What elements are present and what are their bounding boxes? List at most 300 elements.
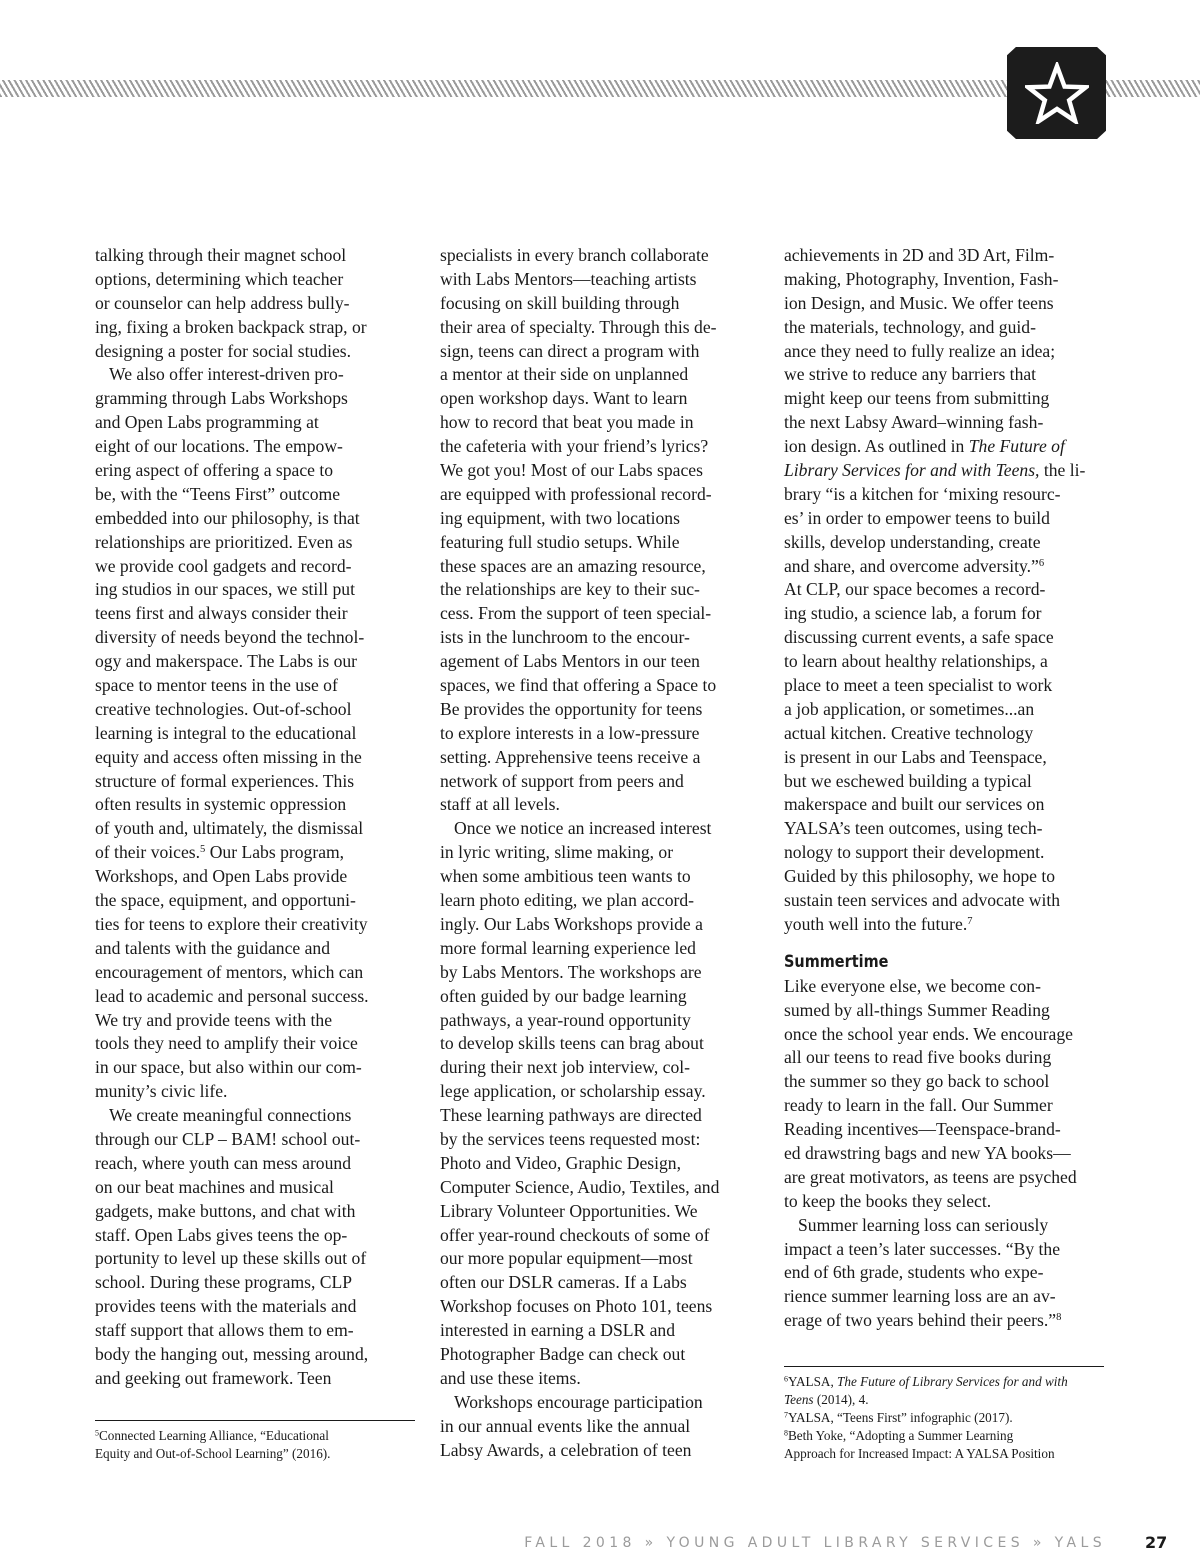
text-line — [784, 316, 1108, 340]
text-line — [784, 411, 1108, 435]
text-run: offer year-round checkouts of some of — [440, 1224, 710, 1245]
text-line — [784, 1118, 1108, 1142]
text-run: At CLP, our space becomes a record- — [784, 579, 1046, 600]
text-line — [95, 626, 419, 650]
text-run: discussing current events, a safe space — [784, 627, 1054, 648]
text-line — [440, 1439, 764, 1463]
text-line — [440, 578, 764, 602]
text-run: once the school year ends. We encourage — [784, 1023, 1073, 1044]
text-line — [95, 841, 419, 865]
text-run: the cafeteria with your friend’s lyrics? — [440, 436, 709, 457]
section-heading-summertime: Summertime — [784, 951, 889, 972]
text-line — [440, 1128, 764, 1152]
text-line — [784, 1261, 1108, 1285]
text-run: Summer learning loss can seriously — [798, 1214, 1049, 1235]
text-line — [440, 411, 764, 435]
column-right-body — [784, 244, 1108, 937]
text-line — [784, 244, 1108, 268]
text-run: a mentor at their side on unplanned — [440, 364, 689, 385]
text-line — [95, 746, 419, 770]
text-line — [784, 531, 1108, 555]
text-run: through our CLP – BAM! school out- — [95, 1128, 361, 1149]
text-line — [440, 1152, 764, 1176]
text-line — [440, 626, 764, 650]
text-line — [784, 483, 1108, 507]
text-line — [440, 1176, 764, 1200]
text-run: portunity to level up these skills out of — [95, 1248, 367, 1269]
text-line — [95, 1009, 419, 1033]
text-run: Photo and Video, Graphic Design, — [440, 1152, 681, 1173]
column-right — [784, 244, 1108, 1333]
text-run: ingly. Our Labs Workshops provide a — [440, 913, 703, 934]
text-run: are equipped with professional record- — [440, 483, 712, 504]
text-run: staff. Open Labs gives teens the op- — [95, 1224, 348, 1245]
text-line — [95, 435, 419, 459]
text-line — [440, 722, 764, 746]
text-run: is present in our Labs and Teenspace, — [784, 746, 1047, 767]
text-run: We create meaningful connections — [109, 1105, 352, 1126]
text-run: school. During these programs, CLP — [95, 1272, 353, 1293]
text-run: structure of formal experiences. This — [95, 770, 355, 791]
footnote-text: (2014), 4. — [813, 1392, 869, 1407]
text-line — [95, 817, 419, 841]
text-run: Workshops encourage participation — [454, 1391, 703, 1412]
text-line — [95, 650, 419, 674]
footnote-italic: Teens — [784, 1392, 814, 1407]
text-line — [95, 578, 419, 602]
text-line — [784, 1094, 1108, 1118]
text-run: ties for teens to explore their creativity — [95, 913, 368, 934]
text-line — [440, 340, 764, 364]
text-line — [784, 507, 1108, 531]
text-line — [440, 1391, 764, 1415]
text-run: open workshop days. Want to learn — [440, 388, 688, 409]
text-line — [784, 602, 1108, 626]
text-run: by the services teens requested most: — [440, 1128, 701, 1149]
text-line — [784, 387, 1108, 411]
text-run: ing studio, a science lab, a forum for — [784, 603, 1042, 624]
text-line — [784, 1142, 1108, 1166]
text-line — [784, 975, 1108, 999]
text-run: and share, and overcome adversity.” — [784, 555, 1039, 576]
footnote-line — [784, 1427, 1104, 1445]
text-run: We also offer interest-driven pro- — [109, 364, 344, 385]
star-icon — [1025, 62, 1089, 124]
text-line — [440, 1367, 764, 1391]
text-line — [440, 913, 764, 937]
footnote-text: Equity and Out-of-School Learning” (2016). — [95, 1446, 331, 1461]
text-line — [784, 1214, 1108, 1238]
text-run: These learning pathways are directed — [440, 1105, 702, 1126]
text-run: and talents with the guidance and — [95, 937, 330, 958]
text-line — [440, 244, 764, 268]
text-run: body the hanging out, messing around, — [95, 1343, 369, 1364]
text-line — [440, 793, 764, 817]
text-run: We try and provide teens with the — [95, 1009, 333, 1030]
text-run: focusing on skill building through — [440, 292, 680, 313]
text-line — [95, 985, 419, 1009]
text-run: to develop skills teens can brag about — [440, 1033, 704, 1054]
text-run: with Labs Mentors—teaching artists — [440, 268, 697, 289]
text-run: gadgets, make buttons, and chat with — [95, 1200, 356, 1221]
text-line — [784, 889, 1108, 913]
text-run: to explore interests in a low-pressure — [440, 722, 700, 743]
text-line — [440, 698, 764, 722]
footnote-ref: 7 — [967, 916, 973, 928]
text-line — [95, 1224, 419, 1248]
text-line — [784, 1309, 1108, 1333]
text-run: are great motivators, as teens are psyched — [784, 1166, 1077, 1187]
text-run: of youth and, ultimately, the dismissal — [95, 818, 364, 839]
text-line — [95, 770, 419, 794]
text-line — [440, 483, 764, 507]
text-run: the relationships are key to their suc- — [440, 579, 700, 600]
text-line — [95, 340, 419, 364]
text-line — [784, 722, 1108, 746]
text-run: of their voices. — [95, 842, 201, 863]
text-run: ists in the lunchroom to the encour- — [440, 627, 690, 648]
text-line — [784, 913, 1108, 937]
text-run: erage of two years behind their peers.” — [784, 1310, 1057, 1331]
text-run: sign, teens can direct a program with — [440, 340, 700, 361]
footnote-text: Connected Learning Alliance, “Educational — [98, 1428, 329, 1443]
text-run: ering aspect of offering a space to — [95, 460, 334, 481]
column-left — [95, 244, 419, 1391]
text-line — [95, 268, 419, 292]
text-run: the summer so they go back to school — [784, 1071, 1050, 1092]
text-run: place to meet a teen specialist to work — [784, 675, 1053, 696]
text-run: ed drawstring bags and new YA books— — [784, 1142, 1071, 1163]
text-run: on our beat machines and musical — [95, 1176, 334, 1197]
text-line — [440, 316, 764, 340]
text-line — [95, 674, 419, 698]
footnote-number: 7 — [784, 1410, 788, 1420]
text-line — [784, 292, 1108, 316]
text-run: Our Labs program, — [205, 842, 345, 863]
text-run: ready to learn in the fall. Our Summer — [784, 1095, 1053, 1116]
text-line — [784, 999, 1108, 1023]
text-run: the space, equipment, and opportuni- — [95, 890, 356, 911]
text-run: often our DSLR cameras. If a Labs — [440, 1272, 687, 1293]
text-run: end of 6th grade, students who expe- — [784, 1262, 1044, 1283]
text-run: or counselor can help address bully- — [95, 292, 350, 313]
text-line — [440, 268, 764, 292]
text-run: all our teens to read five books during — [784, 1047, 1052, 1068]
text-run: ance they need to fully realize an idea; — [784, 340, 1056, 361]
text-line — [440, 292, 764, 316]
text-line — [440, 770, 764, 794]
text-run: reach, where youth can mess around — [95, 1152, 351, 1173]
text-line — [440, 1200, 764, 1224]
text-run: the next Labsy Award–winning fash- — [784, 412, 1044, 433]
text-run: gramming through Labs Workshops — [95, 388, 348, 409]
column-middle — [440, 244, 764, 1462]
text-run: options, determining which teacher — [95, 268, 344, 289]
text-run: encouragement of mentors, which can — [95, 961, 364, 982]
text-run: impact a teen’s later successes. “By the — [784, 1238, 1061, 1259]
text-run: talking through their magnet school — [95, 245, 347, 265]
text-line — [95, 1032, 419, 1056]
text-line — [784, 459, 1108, 483]
text-run: creative technologies. Out-of-school — [95, 698, 352, 719]
footnote-ref: 5 — [200, 844, 206, 856]
text-line — [784, 841, 1108, 865]
text-run: tools they need to amplify their voice — [95, 1033, 358, 1054]
footnote-line — [784, 1409, 1104, 1427]
text-run: interested in earning a DSLR and — [440, 1320, 676, 1341]
text-line — [95, 1247, 419, 1271]
text-run: ing, fixing a broken backpack strap, or — [95, 316, 367, 337]
text-run: and Open Labs programming at — [95, 412, 319, 433]
text-line — [784, 1166, 1108, 1190]
text-run: sumed by all-things Summer Reading — [784, 999, 1050, 1020]
text-run: equity and access often missing in the — [95, 746, 362, 767]
text-run: to learn about healthy relationships, a — [784, 651, 1048, 672]
text-line — [440, 985, 764, 1009]
text-run: munity’s civic life. — [95, 1081, 228, 1102]
text-line — [440, 1271, 764, 1295]
text-line — [95, 387, 419, 411]
text-run: youth well into the future. — [784, 913, 968, 934]
text-line — [95, 555, 419, 579]
text-run: We got you! Most of our Labs spaces — [440, 460, 703, 481]
text-line — [784, 817, 1108, 841]
text-line — [440, 674, 764, 698]
text-run: achievements in 2D and 3D Art, Film- — [784, 245, 1055, 265]
text-line — [440, 363, 764, 387]
text-line — [440, 507, 764, 531]
text-line — [95, 1367, 419, 1391]
text-run: setting. Apprehensive teens receive a — [440, 746, 701, 767]
footnote-line — [95, 1445, 415, 1463]
text-line — [440, 817, 764, 841]
text-line — [95, 1343, 419, 1367]
text-line — [95, 531, 419, 555]
footnote-text: YALSA, — [787, 1374, 838, 1389]
text-line — [95, 411, 419, 435]
text-run: the li- — [1039, 460, 1086, 481]
text-run: featuring full studio setups. While — [440, 531, 680, 552]
text-run: how to record that beat you made in — [440, 412, 694, 433]
text-line — [784, 698, 1108, 722]
text-run: to keep the books they select. — [784, 1190, 992, 1211]
text-run: more formal learning experience led — [440, 937, 696, 958]
text-line — [95, 698, 419, 722]
text-run: nology to support their development. — [784, 842, 1045, 863]
text-run: provides teens with the materials and — [95, 1296, 357, 1317]
footnote-line — [95, 1427, 415, 1445]
text-run: rience summer learning loss are an av- — [784, 1286, 1056, 1307]
text-line — [95, 244, 419, 268]
text-line — [95, 292, 419, 316]
text-run: making, Photography, Invention, Fash- — [784, 268, 1059, 289]
text-line — [440, 650, 764, 674]
text-line — [95, 1128, 419, 1152]
footnote-rule — [784, 1366, 1104, 1367]
footnote-italic: The Future of Library Services for and with — [837, 1374, 1068, 1389]
text-run: Photographer Badge can check out — [440, 1343, 686, 1364]
text-line — [95, 363, 419, 387]
text-line — [440, 1032, 764, 1056]
text-run: Like everyone else, we become con- — [784, 975, 1041, 996]
text-run: learn photo editing, we plan accord- — [440, 890, 695, 911]
footnote-text: Approach for Increased Impact: A YALSA Position — [784, 1446, 1055, 1461]
footnote-ref: 6 — [1038, 557, 1045, 569]
text-line — [95, 1295, 419, 1319]
text-run: diversity of needs beyond the technol- — [95, 627, 365, 648]
text-line — [440, 1343, 764, 1367]
text-run: Reading incentives—Teenspace-brand- — [784, 1119, 1061, 1140]
text-run: we provide cool gadgets and record- — [95, 555, 352, 576]
footnote-rule — [95, 1420, 415, 1421]
text-line — [784, 770, 1108, 794]
text-run: Guided by this philosophy, we hope to — [784, 866, 1056, 887]
footnote-text: Beth Yoke, “Adopting a Summer Learning — [787, 1428, 1014, 1443]
text-line — [440, 841, 764, 865]
text-run: staff support that allows them to em- — [95, 1320, 354, 1341]
text-line — [440, 435, 764, 459]
text-line — [784, 340, 1108, 364]
text-run: in our space, but also within our com- — [95, 1057, 362, 1078]
text-run: specialists in every branch collaborate — [440, 245, 709, 265]
text-run: skills, develop understanding, create — [784, 531, 1041, 552]
text-run: eight of our locations. The empow- — [95, 436, 343, 457]
text-line — [95, 913, 419, 937]
text-line — [440, 865, 764, 889]
text-line — [784, 555, 1108, 579]
text-line — [784, 1046, 1108, 1070]
text-line — [440, 555, 764, 579]
footnote-number: 5 — [95, 1428, 99, 1438]
text-run: YALSA’s teen outcomes, using tech- — [784, 818, 1043, 839]
text-line — [95, 1176, 419, 1200]
text-line — [440, 1319, 764, 1343]
text-line — [440, 746, 764, 770]
running-footer: FALL 2018 » YOUNG ADULT LIBRARY SERVICES » YALS — [524, 1535, 1106, 1551]
text-run: when some ambitious teen wants to — [440, 866, 691, 887]
text-line — [95, 937, 419, 961]
text-line — [440, 937, 764, 961]
footnote-block-left — [95, 1420, 415, 1463]
text-line — [440, 1104, 764, 1128]
section-badge — [1007, 47, 1106, 139]
footnote-number: 8 — [784, 1428, 788, 1438]
text-run: ing studios in our spaces, we still put — [95, 579, 355, 600]
text-line — [440, 531, 764, 555]
footnote-block-right — [784, 1366, 1104, 1463]
text-line — [440, 889, 764, 913]
text-run: ion Design, and Music. We offer teens — [784, 292, 1054, 313]
text-line — [440, 961, 764, 985]
text-run: lead to academic and personal success. — [95, 985, 369, 1006]
text-run: but we eschewed building a typical — [784, 770, 1032, 791]
text-line — [440, 1009, 764, 1033]
text-run: learning is integral to the educational — [95, 722, 357, 743]
text-line — [784, 268, 1108, 292]
text-run: relationships are prioritized. Even as — [95, 531, 353, 552]
text-line — [784, 435, 1108, 459]
text-run: spaces, we find that offering a Space to — [440, 675, 717, 696]
text-run: makerspace and built our services on — [784, 794, 1045, 815]
text-line — [784, 1023, 1108, 1047]
text-run: sustain teen services and advocate with — [784, 890, 1061, 911]
text-line — [95, 961, 419, 985]
text-run: their area of specialty. Through this de- — [440, 316, 717, 337]
text-italic: Library Services for and with Teens, — [784, 460, 1040, 481]
text-line — [95, 889, 419, 913]
text-run: network of support from peers and — [440, 770, 684, 791]
footnote-line — [784, 1391, 1104, 1409]
text-line — [95, 602, 419, 626]
text-run: our more popular equipment—most — [440, 1248, 693, 1269]
text-run: embedded into our philosophy, is that — [95, 507, 360, 528]
text-run: Labsy Awards, a celebration of teen — [440, 1439, 692, 1460]
text-run: during their next job interview, col- — [440, 1057, 690, 1078]
text-line — [440, 1247, 764, 1271]
text-line — [95, 316, 419, 340]
text-line — [784, 793, 1108, 817]
text-line — [440, 1056, 764, 1080]
text-run: es’ in order to empower teens to build — [784, 507, 1050, 528]
text-run: staff at all levels. — [440, 794, 560, 815]
text-line — [95, 793, 419, 817]
text-line — [95, 1200, 419, 1224]
text-line — [95, 459, 419, 483]
text-run: agement of Labs Mentors in our teen — [440, 651, 700, 672]
footnote-number: 6 — [784, 1374, 788, 1384]
text-run: often guided by our badge learning — [440, 985, 687, 1006]
text-run: pathways, a year-round opportunity — [440, 1009, 691, 1030]
text-line — [784, 865, 1108, 889]
text-line — [95, 1152, 419, 1176]
text-run: ogy and makerspace. The Labs is our — [95, 651, 358, 672]
text-italic: The Future of — [968, 436, 1065, 457]
text-run: lege application, or scholarship essay. — [440, 1081, 706, 1102]
text-line — [784, 674, 1108, 698]
text-line — [784, 650, 1108, 674]
text-line — [784, 363, 1108, 387]
text-run: Workshop focuses on Photo 101, teens — [440, 1296, 713, 1317]
text-run: these spaces are an amazing resource, — [440, 555, 706, 576]
text-line — [784, 1238, 1108, 1262]
text-line — [784, 1070, 1108, 1094]
text-line — [95, 722, 419, 746]
page-number: 27 — [1145, 1533, 1168, 1552]
text-run: Workshops, and Open Labs provide — [95, 866, 348, 887]
text-run: be, with the “Teens First” outcome — [95, 483, 341, 504]
text-line — [440, 1224, 764, 1248]
text-line — [784, 626, 1108, 650]
text-line — [784, 1285, 1108, 1309]
text-run: might keep our teens from submitting — [784, 388, 1050, 409]
text-line — [784, 1190, 1108, 1214]
footnote-line — [784, 1373, 1104, 1391]
text-line — [784, 746, 1108, 770]
text-line — [440, 1415, 764, 1439]
text-run: in our annual events like the annual — [440, 1415, 691, 1436]
text-line — [440, 1080, 764, 1104]
text-run: in lyric writing, slime making, or — [440, 842, 674, 863]
text-run: cess. From the support of teen special- — [440, 603, 712, 624]
text-run: Be provides the opportunity for teens — [440, 698, 703, 719]
text-run: actual kitchen. Creative technology — [784, 722, 1034, 743]
text-run: we strive to reduce any barriers that — [784, 364, 1037, 385]
text-line — [95, 1271, 419, 1295]
text-line — [440, 1295, 764, 1319]
text-run: a job application, or sometimes...an — [784, 698, 1035, 719]
text-line — [95, 1319, 419, 1343]
text-run: and geeking out framework. Teen — [95, 1367, 332, 1388]
